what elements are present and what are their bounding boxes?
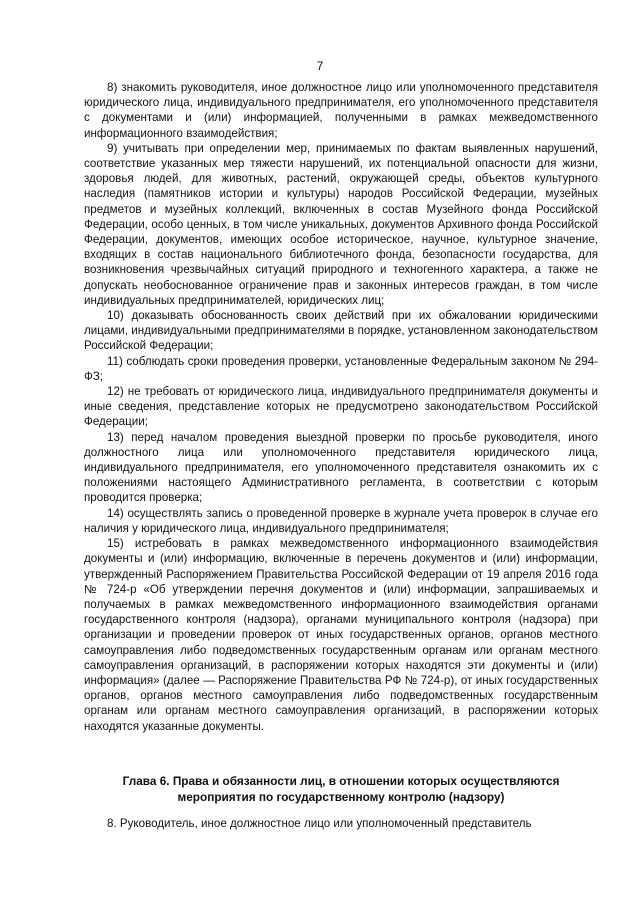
chapter-heading-line-1: Глава 6. Права и обязанности лиц, в отношении которых осуществляются [122, 774, 560, 788]
paragraph-item-9: 9) учитывать при определении мер, принимаемых по фактам выявленных нарушений, соответствие указанных мер тяжести нарушений, их потенциальной опасности для жизни, здоровья людей, для животных, растений, окружающей среды, объектов культурного наследия (памятников истории и культуры) народов Российской Федерации, музейных предметов и музейных коллекций, включенных в состав Музейного фонда Российской Федерации, особо ценных, в том числе уникальных, документов Архивного фонда Российской Федерации, документов, имеющих особое историческое, научное, культурное значение, входящих в состав национального библиотечного фонда, безопасности государства, для возникновения чрезвычайных ситуаций природного и техногенного характера, а также не допускать необоснованное ограничение прав и законных интересов граждан, в том числе индивидуальных предпринимателей, юридических лиц; [84, 141, 598, 307]
paragraph-item-13: 13) перед началом проведения выездной проверки по просьбе руководителя, иного должностного лица или уполномоченного представителя юридического лица, индивидуального предпринимателя, его уполномоченного представителя ознакомить их с положениями настоящего Административного регламента, в соответствии с которым проводится проверка; [84, 430, 598, 505]
chapter-heading-line-2: мероприятия по государственному контролю (надзору) [177, 790, 505, 804]
page-number: 7 [316, 59, 324, 73]
paragraph-item-14: 14) осуществлять запись о проведенной проверке в журнале учета проверок в случае его наличия у юридического лица, индивидуального предпринимателя; [84, 506, 598, 535]
paragraph-item-12: 12) не требовать от юридического лица, индивидуального предпринимателя документы и иные сведения, представление которых не предусмотрено законодательством Российской Федерации; [84, 385, 598, 429]
document-body [84, 80, 598, 734]
paragraph-item-10: 10) доказывать обоснованность своих действий при их обжаловании юридическими лицами, индивидуальными предпринимателями в порядке, установленном законодательством Российской Федерации; [84, 309, 598, 353]
chapter-heading [84, 773, 598, 805]
paragraph-item-15: 15) истребовать в рамках межведомственного информационного взаимодействия документы и (или) информацию, включенные в перечень документов и (или) информации, утвержденный Распоряжением Правительства Российской Федерации от 19 апреля 2016 года № 724-р «Об утверждении перечня документов и (или) информации, запрашиваемых и получаемых в рамках межведомственного информационного взаимодействия органами государственного контроля (надзора), органами муниципального контроля (надзора) при организации и проведении проверок от иных государственных органов, органов местного самоуправления либо подведомственных государственным органам или органам местного самоуправления организаций, в распоряжении которых находятся эти документы и (или) информация» (далее — Распоряжение Правительства РФ № 724-р), от иных государственных органов, органов местного самоуправления либо подведомственных государственным органам или органам местного самоуправления организаций, в распоряжении которых находятся указанные документы. [84, 537, 598, 733]
paragraph-item-8: 8) знакомить руководителя, иное должностное лицо или уполномоченного представителя юридического лица, индивидуального предпринимателя, его уполномоченного представителя с документами и (или) информацией, полученными в рамках межведомственного информационного взаимодействия; [84, 81, 598, 140]
paragraph-item-11: 11) соблюдать сроки проведения проверки, установленные Федеральным законом № 294-ФЗ; [84, 354, 598, 383]
paragraph-section-8: 8. Руководитель, иное должностное лицо или уполномоченный представитель [107, 817, 532, 830]
